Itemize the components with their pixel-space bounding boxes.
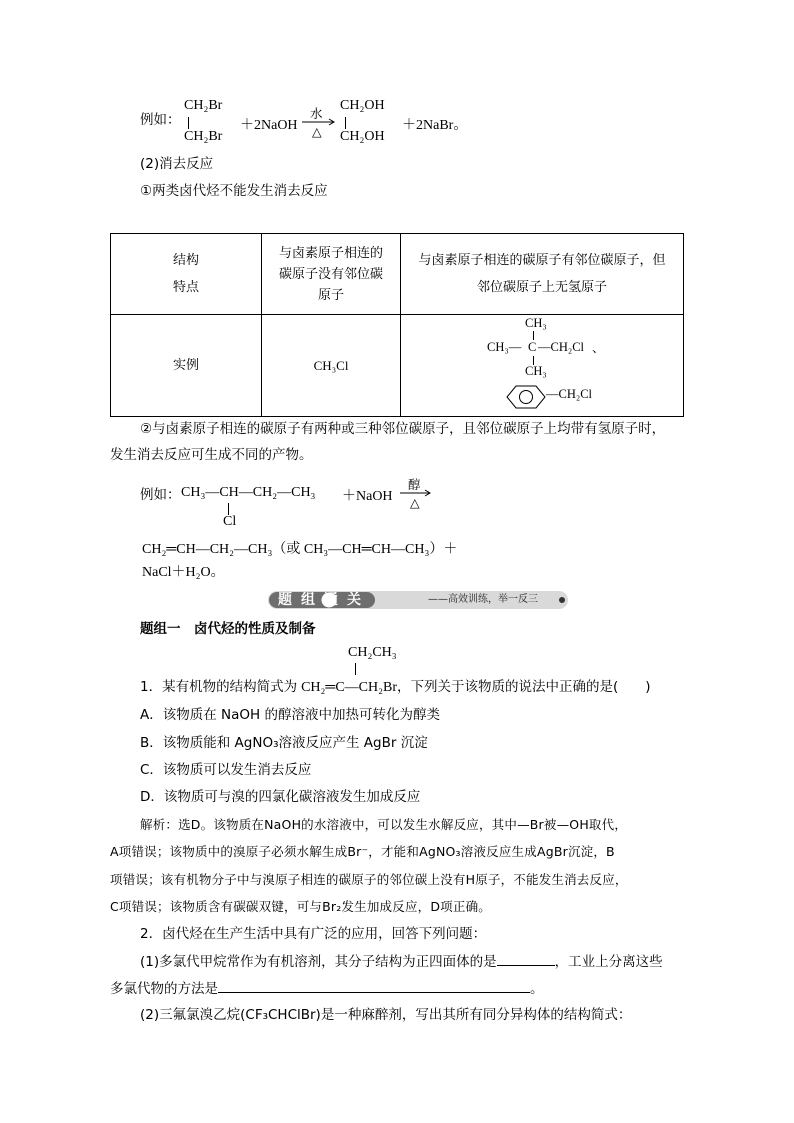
formula-ch2br-top: CH₂Br xyxy=(184,98,223,113)
condition-water: 水 xyxy=(310,106,323,121)
header-line: 碳原子没有邻位碳 xyxy=(278,266,383,282)
q2-part1-line1 xyxy=(140,951,663,972)
elimination-products: CH₂═CH—CH₂—CH₃（或 CH₃—CH═CH—CH₃）＋ xyxy=(142,542,458,557)
example-prefix: 例如： xyxy=(140,112,181,128)
point-1: ①两类卤代烃不能发生消去反应 xyxy=(140,183,328,199)
question-1-stem xyxy=(140,677,651,698)
example-prefix: 例如： xyxy=(140,487,181,503)
point-2-line1: ②与卤素原子相连的碳原子有两种或三种邻位碳原子，且邻位碳原子上均带有氢原子时， xyxy=(140,421,666,437)
tb-ch3-left: CH₃— xyxy=(487,340,522,354)
elimination-byproducts: NaCl＋H₂O。 xyxy=(142,565,225,580)
q1-option-c: C．该物质可以发生消去反应 xyxy=(140,762,312,778)
point-2-line2: 发生消去反应可生成不同的产物。 xyxy=(110,447,313,463)
banner-title: 题组通关 xyxy=(278,592,370,608)
condition-heat: △ xyxy=(410,495,420,510)
bond-vertical xyxy=(345,117,346,129)
table-row xyxy=(111,234,684,315)
header-line: 特点 xyxy=(172,280,199,295)
q2-part1-text: 。 xyxy=(530,981,544,997)
header-line: 与卤素原子相连的 xyxy=(278,245,383,261)
table-header-adjacent-no-h xyxy=(401,234,684,315)
formula-ch2oh-top: CH₂OH xyxy=(340,98,385,113)
bond-vertical xyxy=(355,663,356,675)
tb-ch2cl: —CH₂Cl xyxy=(538,340,585,354)
q1-option-b: B．该物质能和 AgNO₃溶液反应产生 AgBr 沉淀 xyxy=(140,735,428,751)
q2-part1-text: (1)多氯代甲烷常作为有机溶剂，其分子结构为正四面体的是 xyxy=(140,954,497,970)
q1-option-d: D．该物质可与溴的四氯化碳溶液发生加成反应 xyxy=(140,789,421,805)
banner-subtitle: ——高效训练，举一反三 xyxy=(428,594,538,605)
header-line: 结构 xyxy=(172,253,199,268)
table-row xyxy=(111,315,684,417)
section-title-elimination: (2)消去反应 xyxy=(140,156,214,172)
condition-alcohol: 醇 xyxy=(408,477,421,492)
analysis-line: 项错误；该有机物分子中与溴原子相连的碳原子的邻位碳上没有H原子，不能发生消去反应， xyxy=(110,872,628,887)
formula-ch2oh-bottom: CH₂OH xyxy=(340,129,385,144)
answer-blank[interactable] xyxy=(218,978,530,993)
header-line: 原子 xyxy=(317,287,344,303)
separator: 、 xyxy=(592,340,605,355)
header-line: 与卤素原子相连的碳原子有邻位碳原子，但 xyxy=(418,253,666,268)
table-header-structure xyxy=(111,234,262,315)
q1-branch-ethyl: CH₂CH₃ xyxy=(348,645,397,660)
q2-part1-line2 xyxy=(110,978,544,999)
analysis-line: A项错误；该物质中的溴原子必须水解生成Br⁻，才能和AgNO₃溶液反应生成AgBr沉淀，B xyxy=(110,844,615,859)
q2-part1-text: 多氯代物的方法是 xyxy=(110,981,218,997)
condition-heat: △ xyxy=(312,124,322,139)
bond-vertical xyxy=(188,117,189,129)
comparison-table xyxy=(110,233,684,417)
q1-stem-pre: 1．某有机物的结构简式为 xyxy=(140,679,298,695)
tb-ch3-top: CH₃ xyxy=(525,316,547,330)
product-nabr: ＋2NaBr。 xyxy=(402,118,468,133)
table-label-example: 实例 xyxy=(111,315,262,417)
reagent-naoh: ＋NaOH xyxy=(342,489,393,504)
q1-stem-post: ，下列关于该物质的说法中正确的是( ) xyxy=(397,679,651,695)
q2-part1-text: ，工业上分离这些 xyxy=(554,954,663,970)
benzyl-ch2cl: —CH₂Cl xyxy=(546,387,593,401)
chlorine-substituent: Cl xyxy=(223,514,237,529)
analysis-line: C项错误；该物质含有碳碳双键，可与Br₂发生加成反应，D项正确。 xyxy=(110,899,491,914)
q2-part2: (2)三氟氯溴乙烷(CF₃CHClBr)是一种麻醉剂，写出其所有同分异构体的结构简式： xyxy=(140,1007,632,1023)
tb-carbon: C xyxy=(528,340,537,354)
header-line: 邻位碳原子上无氢原子 xyxy=(476,280,607,295)
question-group-title: 题组一 卤代烃的性质及制备 xyxy=(140,621,316,637)
formula-ch2br-bottom: CH₂Br xyxy=(184,129,223,144)
table-header-no-adjacent xyxy=(262,234,401,315)
analysis-line: 解析：选D。该物质在NaOH的水溶液中，可以发生水解反应，其中—Br被—OH取代， xyxy=(140,817,628,832)
q1-formula: CH₂═C—CH₂Br xyxy=(301,680,398,695)
q1-option-a: A．该物质在 NaOH 的醇溶液中加热可转化为醇类 xyxy=(140,707,440,723)
formula-2-chlorobutane: CH₃—CH—CH₂—CH₃ xyxy=(181,485,316,500)
answer-blank[interactable] xyxy=(497,951,555,966)
example-ch3cl: CH₃Cl xyxy=(262,315,401,417)
reagent-naoh: ＋2NaOH xyxy=(240,118,298,133)
tb-ch3-bottom: CH₃ xyxy=(525,364,547,378)
question-2-stem: 2．卤代烃在生产生活中具有广泛的应用，回答下列问题： xyxy=(140,926,487,942)
benzene-ring-icon xyxy=(506,385,546,409)
bond-vertical xyxy=(533,331,534,340)
